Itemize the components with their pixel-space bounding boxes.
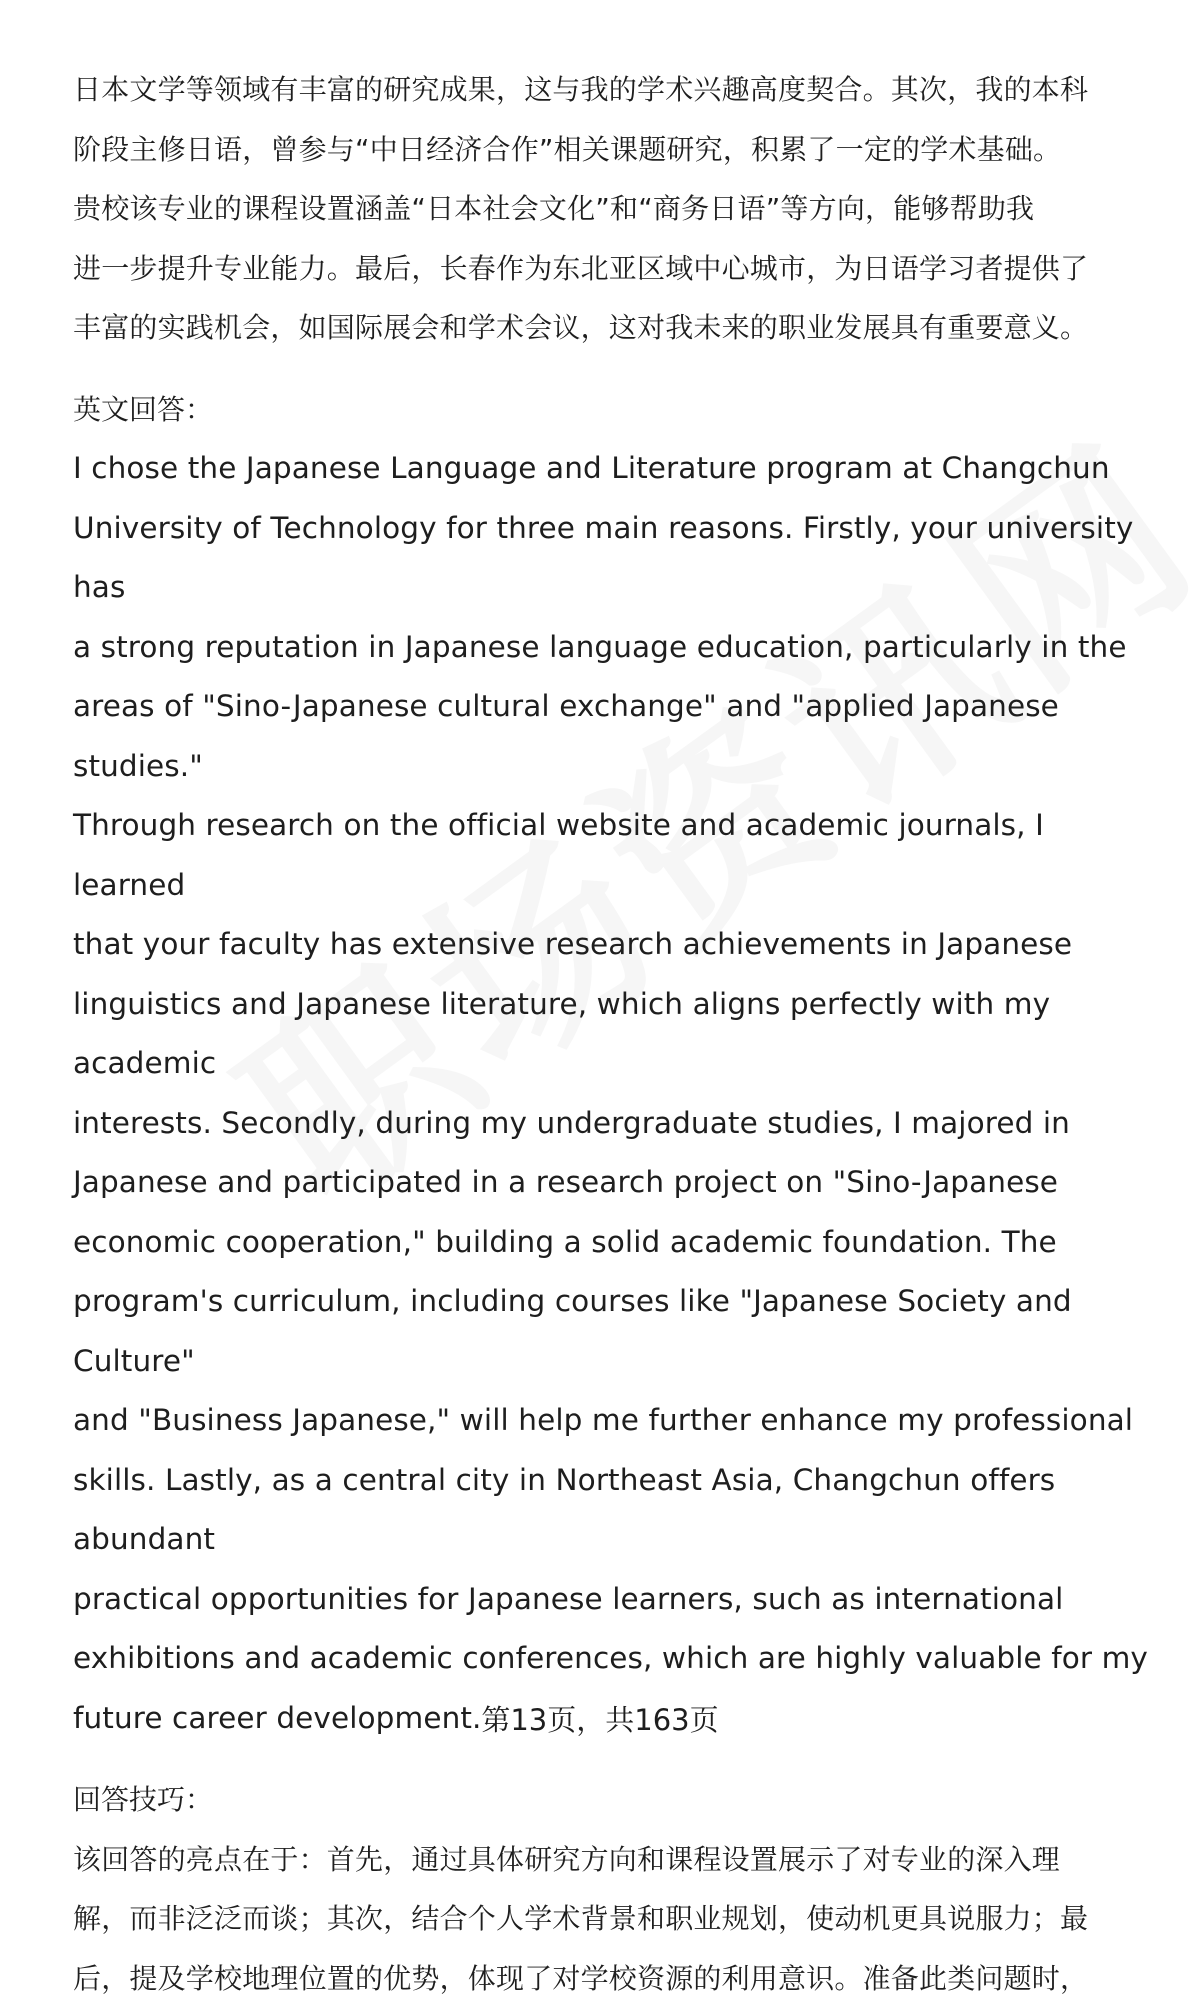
tips-body: 该回答的亮点在于：首先，通过具体研究方向和课程设置展示了对专业的深入理 解，而非泛泛而谈；其次，结合个人学术背景和职业规划，使动机更具说服力；最 后，提及学校地理位置的优势，体现了对学校资源的利用意识。准备此类问题时， <box>73 1830 1153 2008</box>
english-answer-body: I chose the Japanese Language and Literature program at Changchun University of Technology for three main reasons. Firstly, your university has a strong reputation in Japanese language education, particularly in the areas of "Sino-Japanese cultural exchange" and "applied Japanese studies." Through research on the official website and academic journals, I learned that your faculty has extensive research achievements in Japanese linguistics and Japanese literature, which aligns perfectly with my academic interests. Secondly, during my undergraduate studies, I majored in Japanese and participated in a research project on "Sino-Japanese economic cooperation," building a solid academic foundation. The program's curriculum, including courses like "Japanese Society and Culture" and "Business Japanese," will help me further enhance my professional skills. Lastly, as a central city in Northeast Asia, Changchun offers abundant practical opportunities for Japanese learners, such as international exhibitions and academic conferences, which are highly valuable for my future career development. <box>73 439 1153 1748</box>
paragraph-spacer <box>73 1748 1153 1770</box>
english-answer-heading: 英文回答： <box>73 380 1153 440</box>
paragraph-spacer <box>73 358 1153 380</box>
chinese-answer-continuation: 日本文学等领域有丰富的研究成果，这与我的学术兴趣高度契合。其次，我的本科 阶段主修日语，曾参与“中日经济合作”相关课题研究，积累了一定的学术基础。 贵校该专业的课程设置涵盖“日本社会文化”和“商务日语”等方向，能够帮助我 进一步提升专业能力。最后，长春作为东北亚区域中心城市，为日语学习者提供了 丰富的实践机会，如国际展会和学术会议，这对我未来的职业发展具有重要意义。 <box>73 60 1153 358</box>
page-number-footer: 第13页，共163页 <box>0 1700 1200 1740</box>
tips-heading: 回答技巧： <box>73 1770 1153 1830</box>
